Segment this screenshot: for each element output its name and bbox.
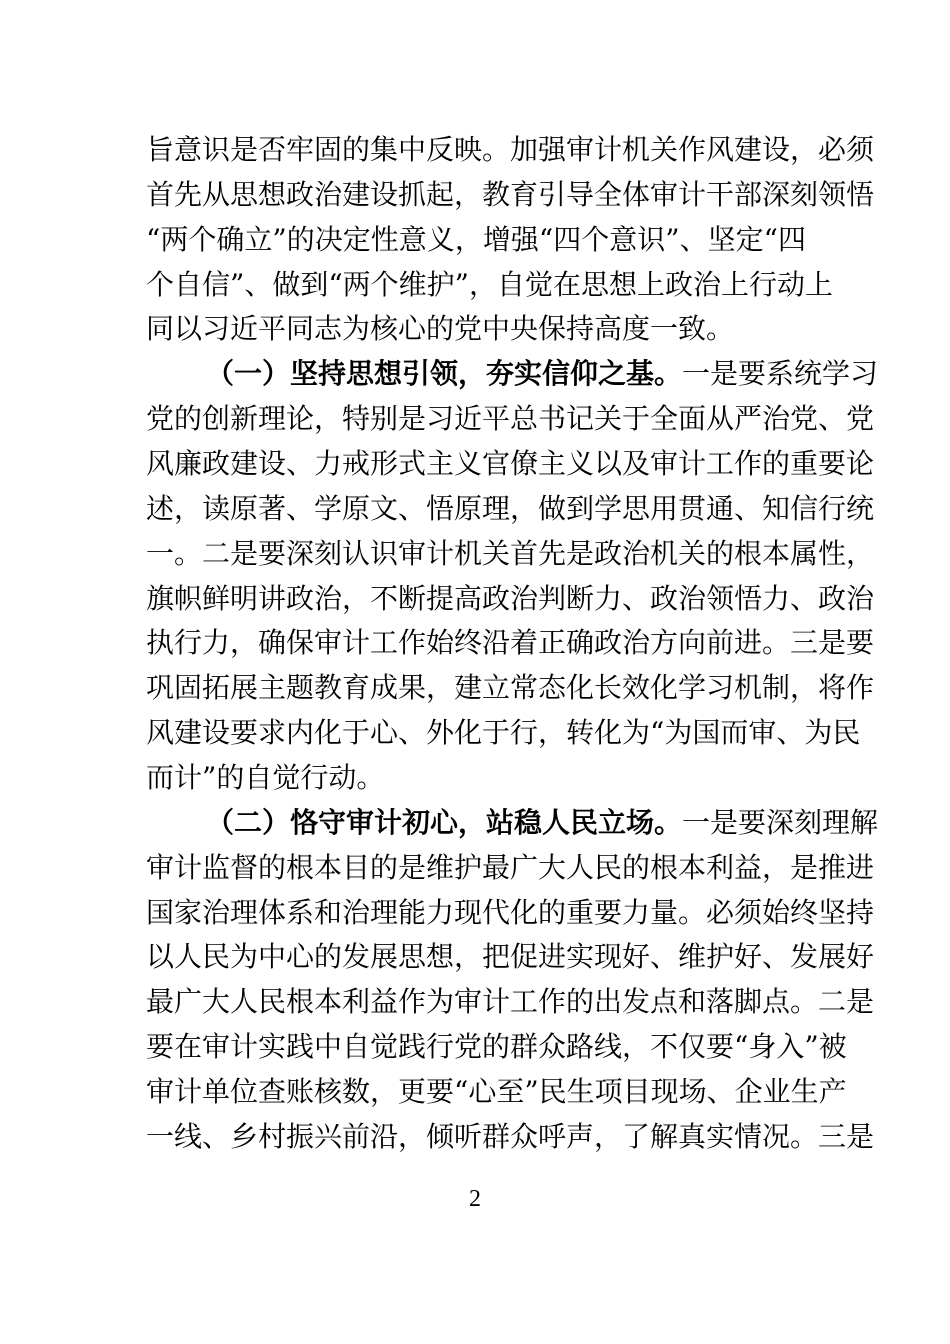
text-line <box>146 935 875 980</box>
line-text: 审计单位查账核数，更要“心至”民生项目现场、企业生产 <box>146 1075 847 1109</box>
line-text: 最广大人民根本利益作为审计工作的出发点和落脚点。二是 <box>146 985 875 1019</box>
text-line <box>146 487 875 532</box>
line-text: 一是要深刻理解 <box>682 805 879 839</box>
text-line <box>146 397 875 442</box>
text-line <box>146 846 875 891</box>
line-text: 执行力，确保审计工作始终沿着正确政治方向前进。三是要 <box>146 626 875 660</box>
section-heading: （一）坚持思想引领，夯实信仰之基。 <box>206 357 683 391</box>
line-text: 风廉政建设、力戒形式主义官僚主义以及审计工作的重要论 <box>146 447 875 481</box>
line-text: 国家治理体系和治理能力现代化的重要力量。必须始终坚持 <box>146 895 875 929</box>
text-line <box>146 1070 847 1115</box>
text-line <box>146 891 875 936</box>
text-line <box>146 711 861 756</box>
section-heading: （二）恪守审计初心，站稳人民立场。 <box>206 805 683 839</box>
line-text: 一。二是要深刻认识审计机关首先是政治机关的根本属性， <box>146 536 875 570</box>
text-line <box>146 442 875 487</box>
text-line <box>146 980 875 1025</box>
document-body <box>146 128 879 1160</box>
line-text: “两个确立”的决定性意义，增强“四个意识”、坚定“四 <box>146 222 806 256</box>
line-text: 同以习近平同志为核心的党中央保持高度一致。 <box>146 312 735 346</box>
line-text: 首先从思想政治建设抓起，教育引导全体审计干部深刻领悟 <box>146 177 875 211</box>
line-text: 以人民为中心的发展思想，把促进实现好、维护好、发展好 <box>146 940 875 974</box>
line-text: 旨意识是否牢固的集中反映。加强审计机关作风建设，必须 <box>146 133 875 166</box>
text-line <box>146 621 875 666</box>
text-line <box>146 173 875 218</box>
text-line <box>146 666 875 711</box>
line-text: 党的创新理论，特别是习近平总书记关于全面从严治党、党 <box>146 402 875 436</box>
text-line <box>146 1115 875 1160</box>
line-text: 要在审计实践中自觉践行党的群众路线，不仅要“身入”被 <box>146 1030 847 1064</box>
line-text: 一是要系统学习 <box>682 357 879 391</box>
line-text: 巩固拓展主题教育成果，建立常态化长效化学习机制，将作 <box>146 671 875 705</box>
text-line <box>146 218 806 263</box>
section-heading-line <box>146 352 879 397</box>
line-text: 而计”的自觉行动。 <box>146 761 385 795</box>
text-line <box>146 532 875 577</box>
line-text: 风建设要求内化于心、外化于行，转化为“为国而审、为民 <box>146 716 861 750</box>
line-text: 审计监督的根本目的是维护最广大人民的根本利益，是推进 <box>146 850 875 884</box>
text-line <box>146 1025 847 1070</box>
line-text: 一线、乡村振兴前沿，倾听群众呼声，了解真实情况。三是 <box>146 1119 875 1153</box>
line-text: 个自信”、做到“两个维护”，自觉在思想上政治上行动上 <box>146 267 833 301</box>
text-line <box>146 577 875 622</box>
line-text: 旗帜鲜明讲政治，不断提高政治判断力、政治领悟力、政治 <box>146 581 875 615</box>
text-line <box>146 263 833 308</box>
text-line <box>146 307 806 352</box>
section-heading-line <box>146 801 879 846</box>
text-line <box>146 756 806 801</box>
line-text: 述，读原著、学原文、悟原理，做到学思用贯通、知信行统 <box>146 491 875 525</box>
page-number: 2 <box>469 1186 481 1212</box>
text-line <box>146 128 875 173</box>
